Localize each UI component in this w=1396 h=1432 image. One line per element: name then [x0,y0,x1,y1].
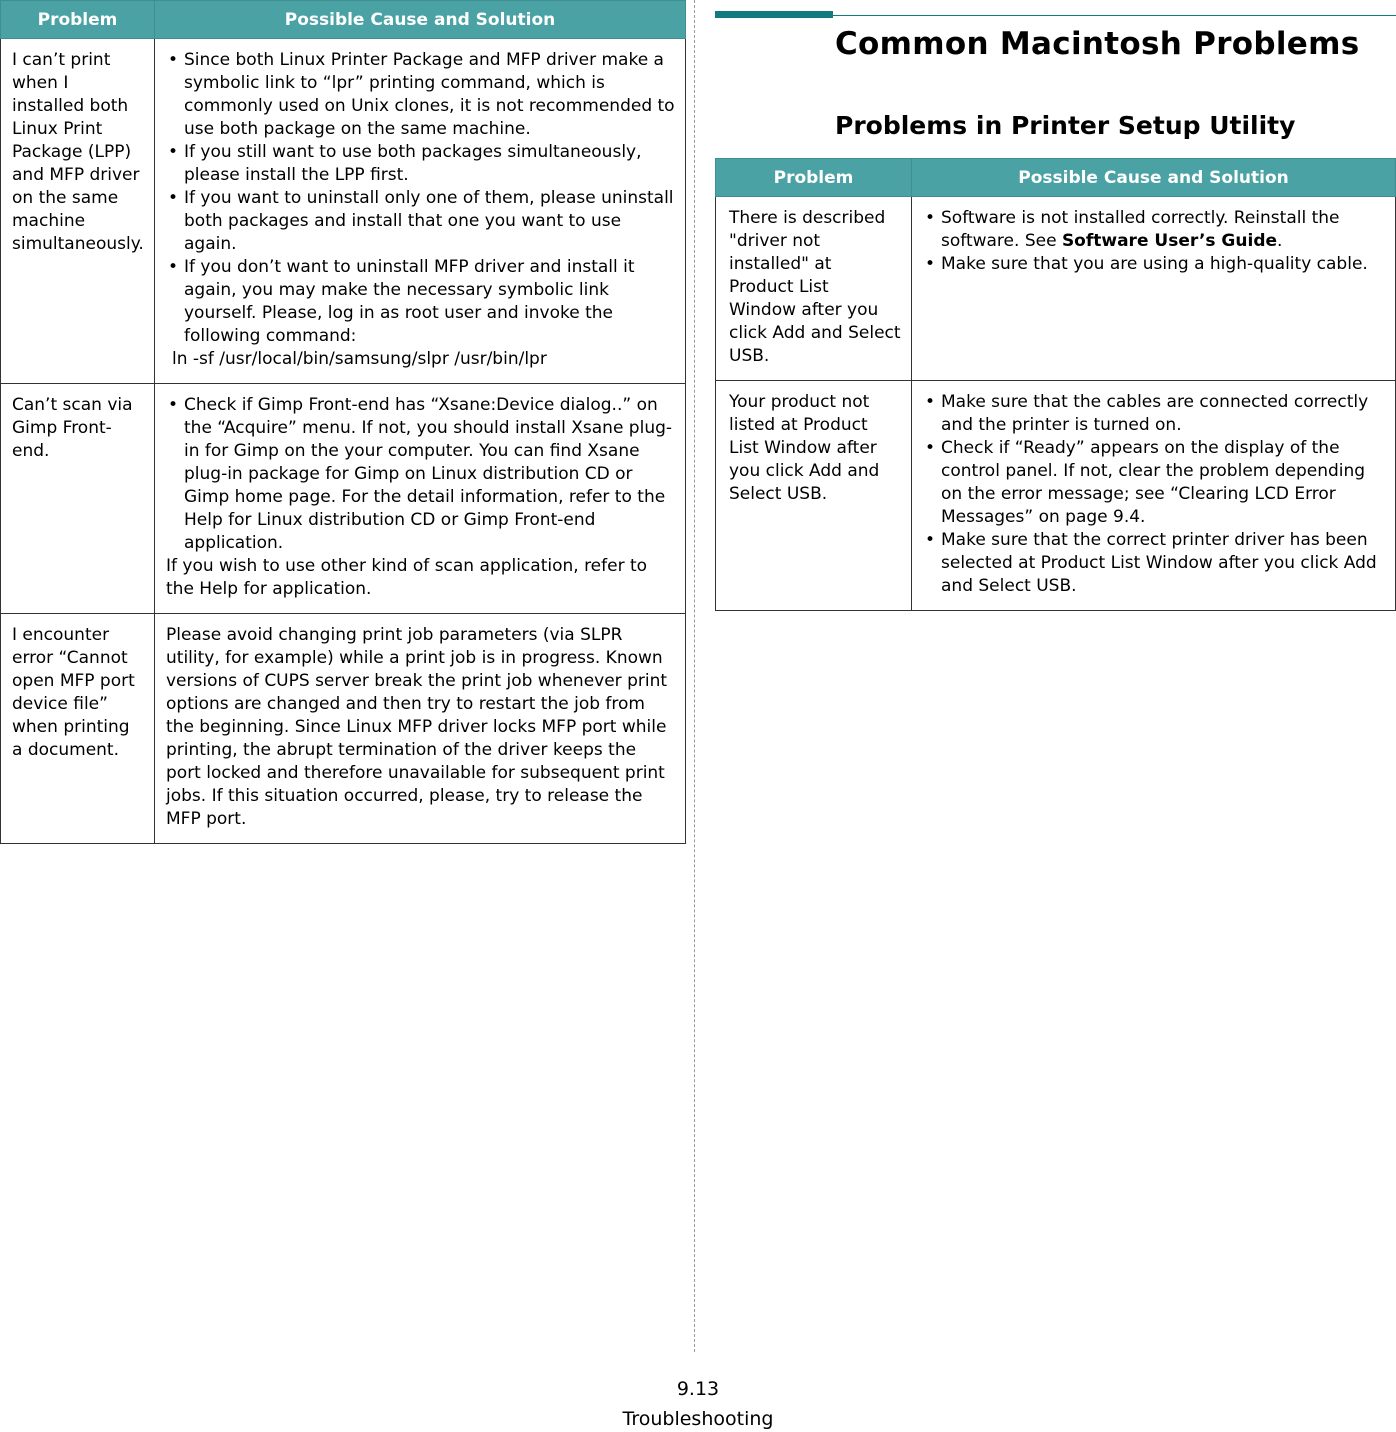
solution-list [166,49,675,348]
list-item [923,207,1385,253]
linux-problems-table [0,0,686,844]
problem-cell: Your product not listed at Product List Window after you click Add and Select USB. [716,381,912,611]
table-row [1,614,686,844]
problem-cell: I can’t print when I installed both Linux Print Package (LPP) and MFP driver on the same machine simultaneously. [1,39,155,384]
header-solution: Possible Cause and Solution [912,159,1396,197]
header-problem: Problem [716,159,912,197]
list-item: • If you still want to use both packages simultaneously, please install the LPP first. [166,141,675,187]
section-name: Troubleshooting [622,1408,774,1430]
page-number: 9.13 [676,1378,720,1400]
column-divider [694,0,695,1352]
page-title: Common Macintosh Problems [835,26,1360,62]
list-item: • Make sure that the cables are connected correctly and the printer is turned on. [923,391,1385,437]
solution-list [923,391,1385,598]
solution-text: Please avoid changing print job parameters (via SLPR utility, for example) while a print job is in progress. Known versions of CUPS server break the print job whenever print options are changed and then try to restart the job from the beginning. Since Linux MFP driver locks MFP port while printing, the abrupt termination of the driver keeps the port locked and therefore unavailable for subsequent print jobs. If this situation occurred, please, try to release the MFP port. [166,625,668,829]
mac-problems-table [715,158,1396,611]
table-header-row [716,159,1396,197]
bullet-text-end: . [1277,231,1283,251]
solution-cell [912,197,1396,381]
left-column [0,0,686,844]
solution-list [166,394,675,555]
list-item: • If you don’t want to uninstall MFP driver and install it again, you may make the necessary symbolic link yourself. Please, log in as root user and invoke the following command: [166,256,675,348]
list-item: • Check if Gimp Front-end has “Xsane:Device dialog..” on the “Acquire” menu. If not, you should install Xsane plug-in for Gimp on the your computer. You can find Xsane plug-in package for Gimp on Linux distribution CD or Gimp home page. For the detail information, refer to the Help for Linux distribution CD or Gimp Front-end application. [166,394,675,555]
problem-cell: Can’t scan via Gimp Front-end. [1,384,155,614]
guide-reference: Software User’s Guide [1061,231,1278,251]
list-item: • If you want to uninstall only one of them, please uninstall both packages and install that one you want to use again. [166,187,675,256]
solution-cell [155,39,686,384]
problem-cell: I encounter error “Cannot open MFP port device file” when printing a document. [1,614,155,844]
problem-cell: There is described "driver not installed" at Product List Window after you click Add and Select USB. [716,197,912,381]
command-text: ln -sf /usr/local/bin/samsung/slpr /usr/bin/lpr [172,349,547,369]
table-row [716,197,1396,381]
table-header-row [1,1,686,39]
solution-cell [155,384,686,614]
table-row [716,381,1396,611]
heading-rule [833,15,1396,16]
list-item: • Make sure that the correct printer driver has been selected at Product List Window after you click Add and Select USB. [923,529,1385,598]
table-row [1,39,686,384]
heading-accent-bar [715,11,833,18]
bullet-text: Software is not installed correctly. Reinstall the software. See [941,208,1340,251]
section-subtitle: Problems in Printer Setup Utility [835,111,1296,140]
header-problem: Problem [1,1,155,39]
solution-cell [155,614,686,844]
table-row [1,384,686,614]
list-item: • Since both Linux Printer Package and MFP driver make a symbolic link to “lpr” printing command, which is commonly used on Unix clones, it is not recommended to use both package on the same machine. [166,49,675,141]
header-solution: Possible Cause and Solution [155,1,686,39]
solution-cell [912,381,1396,611]
solution-list [923,207,1385,276]
list-item: • Check if “Ready” appears on the display of the control panel. If not, clear the problem depending on the error message; see “Clearing LCD Error Messages” on page 9.4. [923,437,1385,529]
note-text: If you wish to use other kind of scan application, refer to the Help for application. [166,556,648,599]
list-item: • Make sure that you are using a high-quality cable. [923,253,1385,276]
